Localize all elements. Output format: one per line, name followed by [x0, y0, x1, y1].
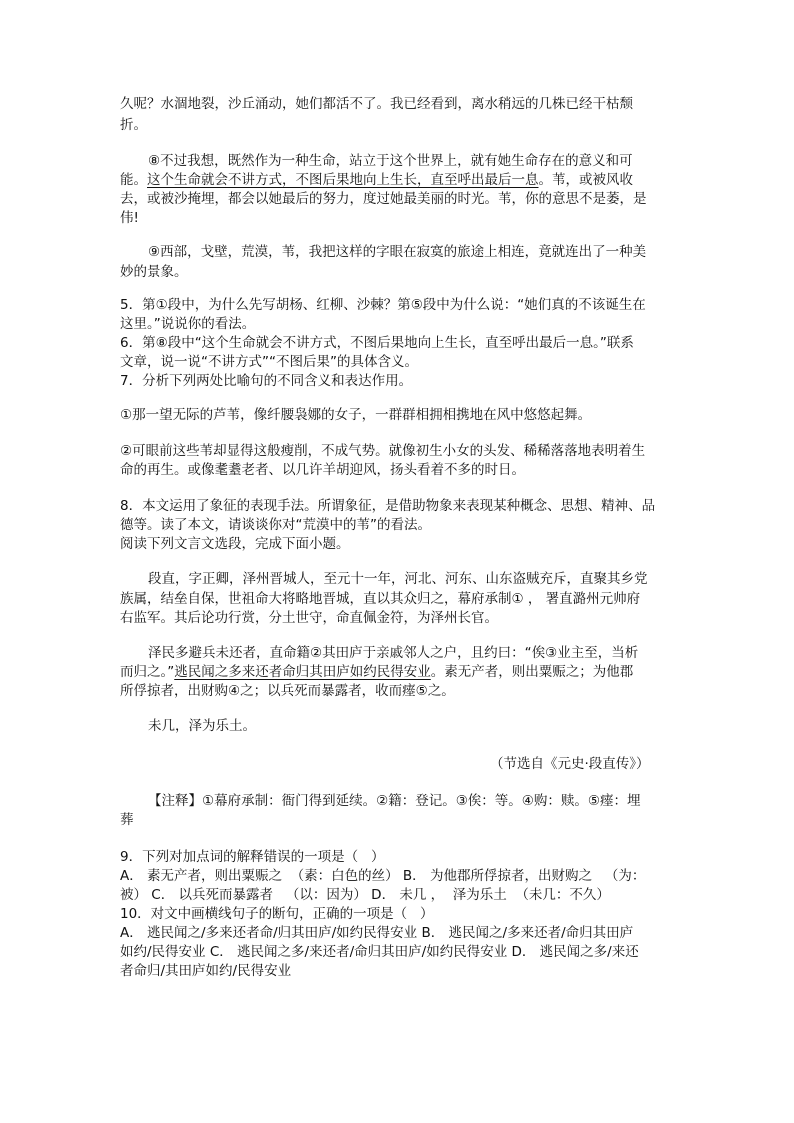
classical-intro: 阅读下列文言文选段，完成下面小题。	[120, 536, 350, 552]
paragraph-8-text: 能。	[120, 172, 147, 188]
paragraph-7-line-2: 折。	[120, 117, 147, 133]
paragraph-8-text: 。苇，或被风收	[538, 172, 633, 188]
question-7-sentence-2-line-2: 命的再生。或像耄耋老者、以几许羊胡迎风，扬头看着不多的时日。	[120, 462, 525, 478]
underlined-sentence: 这个生命就会不讲方式，不图后果地向上生长，直至呼出最后一息	[147, 172, 539, 188]
question-6-line-1: 6．第⑧段中“这个生命就会不讲方式，不图后果地向上生长，直至呼出最后一息。”联系	[120, 335, 634, 351]
question-5-line-2: 这里。”说说你的看法。	[120, 316, 256, 332]
classical-p2-line-1: 泽民多避兵未还者，直命籍②其田庐于亲戚邻人之户，且约曰：“俟③业主至，当析	[148, 645, 639, 661]
question-8-line-2: 德等。读了本文，请谈谈你对“荒漠中的苇”的看法。	[120, 517, 431, 533]
question-10-options-line-2: 如约/民得安业 C． 逃民闻之多/来还者/命归其田庐/如约民得安业 D． 逃民闻之多/来还	[120, 944, 639, 960]
question-9-options-line-2: 被） C． 以兵死而暴露者 （以：因为） D． 未几 ， 泽为乐土 （未几：不久）	[120, 887, 610, 903]
question-7-sentence-2-line-1: ②可眼前这些苇却显得这般瘦削，不成气势。就像初生小女的头发、稀稀落落地表明着生	[120, 443, 646, 459]
question-10: 10．对文中画横线句子的断句，正确的一项是（ ）	[120, 906, 434, 922]
notes-line-2: 葬	[120, 812, 134, 828]
question-10-options-line-3: 者命归/其田庐如约/民得安业	[120, 963, 292, 979]
classical-p1-line-3: 右监军。其后论功行赏，分土世守，命直佩金符，为泽州长官。	[120, 610, 498, 626]
classical-p1-line-1: 段直，字正卿，泽州晋城人，至元十一年，河北、河东、山东盗贼充斥，直聚其乡党	[148, 571, 648, 587]
classical-text: 。素无产者，则出粟赈之；为他郡	[430, 664, 634, 680]
paragraph-8-line-4: 伟!	[120, 210, 139, 226]
classical-p2-line-2	[120, 663, 633, 681]
paragraph-8-line-1: ⑧不过我想，既然作为一种生命，站立于这个世界上，就有她生命存在的意义和可	[148, 153, 633, 169]
question-7-sentence-1: ①那一望无际的芦苇，像纤腰袅娜的女子，一群群相拥相携地在风中悠悠起舞。	[120, 407, 592, 423]
question-7: 7．分析下列两处比喻句的不同含义和表达作用。	[120, 373, 413, 389]
paragraph-8-line-2	[120, 171, 633, 189]
question-8-line-1: 8．本文运用了象征的表现手法。所谓象征，是借助物象来表现某种概念、思想、精神、品	[120, 498, 656, 514]
classical-p3: 未几，泽为乐土。	[148, 718, 256, 734]
paragraph-8-line-3: 去，或被沙掩埋，都会以她最后的努力，度过她最美丽的时光。苇，你的意思不是萎，是	[120, 191, 647, 207]
question-10-options-line-1: A． 逃民闻之/多来还者命/归其田庐/如约民得安业 B． 逃民闻之/多来还者/命归其田庐	[120, 925, 634, 941]
question-9-options-line-1: A． 素无产者，则出粟赈之 （素：白色的丝） B． 为他郡所俘掠者，出财购之 （为：	[120, 868, 646, 884]
underlined-sentence: 逃民闻之多来还者命归其田庐如约民得安业	[174, 664, 431, 680]
paragraph-9-line-2: 妙的景象。	[120, 264, 188, 280]
question-6-line-2: 文章，说一说“不讲方式”“不图后果”的具体含义。	[120, 354, 418, 370]
paragraph-9-line-1: ⑨西部，戈壁，荒漠，苇，我把这样的字眼在寂寞的旅途上相连，竟就连出了一种美	[148, 244, 647, 260]
paragraph-7-line-1: 久呢？水涸地裂，沙丘涌动，她们都活不了。我已经看到，离水稍远的几株已经干枯颓	[120, 96, 633, 112]
question-5-line-1: 5．第①段中，为什么先写胡杨、红柳、沙棘？第⑤段中为什么说：“她们真的不该诞生在	[120, 297, 646, 313]
question-9: 9．下列对加点词的解释错误的一项是（ ）	[120, 849, 385, 865]
notes-line-1: 【注释】①幕府承制：衙门得到延续。②籍：登记。③俟：等。④购：赎。⑤瘗：埋	[148, 793, 641, 809]
classical-p1-line-2: 族属，结垒自保，世祖命大将略地晋城，直以其众归之，幕府承制① ， 署直潞州元帅府	[120, 591, 641, 607]
source-citation: （节选自《元史·段直传》）	[490, 756, 650, 772]
classical-p2-line-3: 所俘掠者，出财购④之；以兵死而暴露者，收而瘗⑤之。	[120, 683, 455, 699]
classical-text: 而归之。”	[120, 664, 175, 680]
